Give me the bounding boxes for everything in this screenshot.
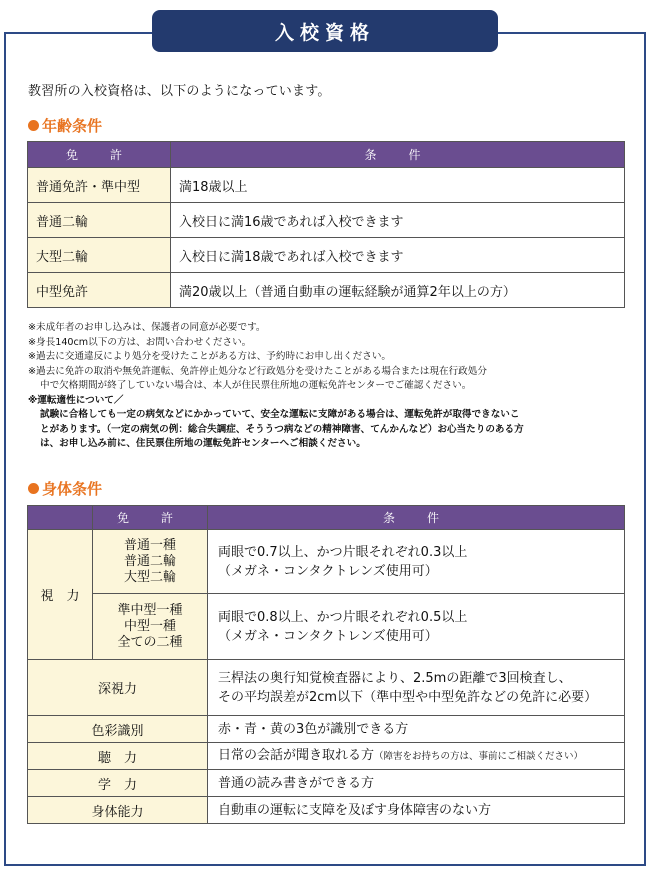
header-condition: 条 件 [171, 142, 625, 168]
vision-label: 視 力 [28, 530, 93, 660]
physical-condition: 自動車の運転に支障を及ぼす身体障害のない方 [208, 797, 625, 824]
table-row [28, 770, 625, 797]
header-blank [28, 506, 93, 530]
physical-label: 身体能力 [28, 797, 208, 824]
depth-label: 深視力 [28, 660, 208, 716]
license-cell: 大型二輪 [28, 238, 171, 273]
depth-condition [208, 660, 625, 716]
age-conditions-table [27, 141, 625, 308]
vision-group-1-line: 大型二輪 [123, 569, 176, 585]
fitness-title: ※運転適性について／ [28, 394, 124, 406]
literacy-condition: 普通の読み書きができる方 [208, 770, 625, 797]
condition-cell: 満20歳以上（普通自動車の運転経験が通算2年以上の方） [171, 273, 625, 308]
table-row [28, 273, 625, 308]
vision-condition-2 [208, 594, 625, 660]
depth-condition-line: 三桿法の奥行知覚検査器により、2.5mの距離で3回検査し、 [218, 670, 572, 686]
hearing-condition-text: 日常の会話が聞き取れる方 [218, 748, 375, 763]
table-row [28, 203, 625, 238]
age-heading-label: 年齢条件 [42, 117, 103, 135]
intro-text: 教習所の入校資格は、以下のようになっています。 [28, 84, 331, 99]
license-cell: 普通免許・準中型 [28, 168, 171, 203]
vision-condition-1 [208, 530, 625, 594]
body-heading-label: 身体条件 [42, 480, 103, 498]
page-title: 入校資格 [152, 10, 498, 52]
fitness-text-3: は、お申し込み前に、住民票住所地の運転免許センターへご相談ください。 [40, 438, 366, 449]
hearing-note: （障害をお持ちの方は、事前にご相談ください） [374, 751, 584, 762]
vision-group-2-line: 全ての二種 [117, 634, 183, 650]
table-header-row [28, 506, 625, 530]
table-row [28, 530, 625, 594]
vision-condition-1-line: 両眼で0.7以上、かつ片眼それぞれ0.3以上 [218, 544, 468, 560]
vision-group-2-line: 中型一種 [123, 618, 176, 634]
note-revocation: ※過去に免許の取消や無免許運転、免許停止処分など行政処分を受けたことがある場合または現在行政処分 [28, 365, 487, 377]
note-height: ※身長140cm以下の方は、お問い合わせください。 [28, 336, 252, 348]
table-row [28, 716, 625, 743]
header-license: 免 許 [28, 142, 171, 168]
table-header-row [28, 142, 625, 168]
note-revocation-cont: 中で欠格期間が終了していない場合は、本人が住民票住所地の運転免許センターでご確認ください。 [40, 380, 472, 391]
vision-condition-2-line: 両眼で0.8以上、かつ片眼それぞれ0.5以上 [218, 609, 468, 625]
age-section-heading [28, 115, 102, 136]
color-label: 色彩識別 [28, 716, 208, 743]
table-row [28, 743, 625, 770]
license-cell: 普通二輪 [28, 203, 171, 238]
table-row [28, 168, 625, 203]
table-row [28, 660, 625, 716]
notes-block [28, 321, 626, 452]
condition-cell: 入校日に満18歳であれば入校できます [171, 238, 625, 273]
vision-group-1-line: 普通二輪 [123, 553, 176, 569]
bullet-dot-icon [28, 120, 39, 131]
vision-group-1 [93, 530, 208, 594]
vision-group-2-line: 準中型一種 [117, 602, 183, 618]
table-row [28, 238, 625, 273]
hearing-condition [208, 743, 625, 770]
literacy-label: 学 力 [28, 770, 208, 797]
condition-cell: 入校日に満16歳であれば入校できます [171, 203, 625, 238]
condition-cell: 満18歳以上 [171, 168, 625, 203]
depth-condition-line: その平均誤差が2cm以下（準中型や中型免許などの免許に必要） [218, 689, 598, 705]
header-license: 免 許 [93, 506, 208, 530]
fitness-text-2: とがあります。（一定の病気の例：総合失調症、そううつ病などの精神障害、てんかんなど）お心当たりのある方 [40, 423, 524, 435]
note-violation: ※過去に交通違反により処分を受けたことがある方は、予約時にお申し出ください。 [28, 351, 392, 362]
color-condition: 赤・青・黄の3色が識別できる方 [208, 716, 625, 743]
body-conditions-table [27, 505, 625, 824]
license-cell: 中型免許 [28, 273, 171, 308]
header-condition: 条 件 [208, 506, 625, 530]
body-section-heading [28, 478, 102, 499]
note-minor: ※未成年者のお申し込みは、保護者の同意が必要です。 [28, 322, 266, 333]
vision-group-1-line: 普通一種 [123, 537, 176, 553]
fitness-text-1: 試験に合格しても一定の病気などにかかっていて、安全な運転に支障がある場合は、運転免許が取得できないこ [40, 409, 520, 420]
table-row [28, 594, 625, 660]
table-row [28, 797, 625, 824]
vision-condition-2-line: （メガネ・コンタクトレンズ使用可） [218, 628, 438, 644]
vision-group-2 [93, 594, 208, 660]
hearing-label: 聴 力 [28, 743, 208, 770]
vision-condition-1-line: （メガネ・コンタクトレンズ使用可） [218, 563, 438, 579]
bullet-dot-icon [28, 483, 39, 494]
